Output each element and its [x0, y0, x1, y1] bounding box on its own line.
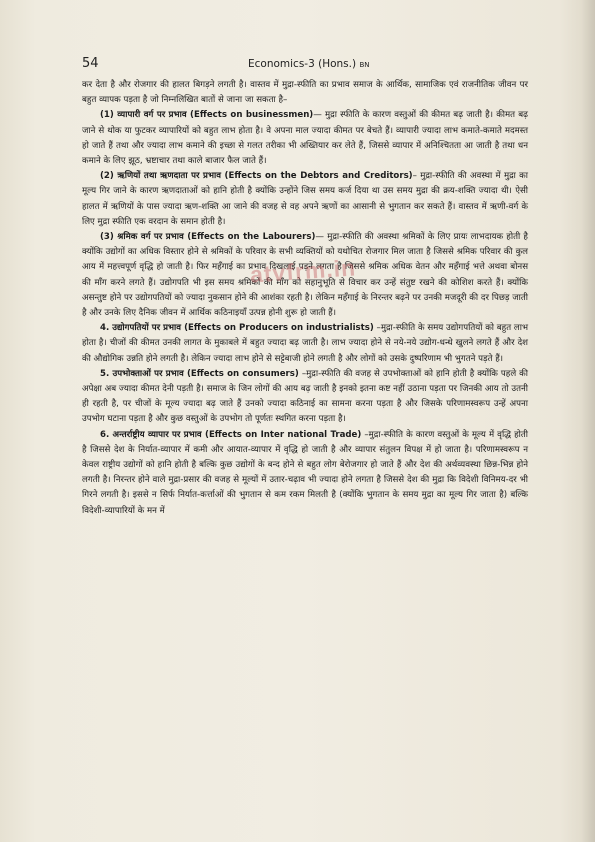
section-body: –मुद्रा-स्फीति की वजह से उपभोक्ताओं को हानि होती है क्योंकि पहले की अपेक्षा अब ज्यादा कीमत देनी पड़ती है। समाज के जिन लोगों की आय बढ़ जाती है इनको इतना कष्ट नहीं उठाना पड़ता पर जिनकी आय तो उतनी ही रहती है, पर चीजों के मूल्य ज्यादा बढ़ जाते हैं उनको ज्यादा कठिनाई का सामना करना पड़ता है और जिसके परिणामस्वरूप उन्हें अपना उपभोग घटाना पड़ता है और कुछ वस्तुओं के उपभोग तो पूर्णतः स्थगित करना पड़ता है।: [82, 368, 528, 425]
book-code: BN: [359, 61, 370, 69]
section-body: –मुद्रा-स्फीति के कारण वस्तुओं के मूल्य में वृद्धि होती है जिससे देश के निर्यात-व्यापार में कमी और आयात-व्यापार में वृद्धि हो जाती है और व्यापार संतुलन विपक्ष में हो जाता है। परिणामस्वरूप न केवल राष्ट्रीय उद्योगों को हानि होती है बल्कि कुछ उद्योगों के बन्द होने से बहुत लोग बेरोजगार हो जाते हैं और देश की अर्थव्यवस्था छिन्न-भिन्न होने लगती है। निरन्तर होने वाले मुद्रा-प्रसार की वजह से मूल्यों में उतार-चढ़ाव भी ज्यादा होने लगता है जिससे देश की मुद्रा कि विदेशी विनिमय-दर भी गिरने लगती है। इससे न सिर्फ निर्यात-कर्त्ताओं की भुगतान से कम रकम मिलती है (क्योंकि भुगतान के समय मुद्रा का मूल्य गिर जाता है) बल्कि विदेशी-व्यापारियों के मन में: [82, 429, 529, 516]
section-businessmen: [82, 108, 528, 169]
section-body: — मुद्रा स्फीति के कारण वस्तुओं की कीमत बढ़ जाती है। कीमत बढ़ जाने से थोक या फुटकर व्यापारियों को बहुत लाभ होता है। वे अपना माल ज्यादा कीमत पर बेचते हैं। व्यापारी ज्यादा लाभ कमाते-कमाते मदमस्त हो जाते हैं तथा और ज्यादा लाभ कमाने की इच्छा से गलत तरीका भी अख्तियार कर लेते हैं, जिससे व्यापार में अनिश्चितता आ जाती है तथा धन कमाने के लिए झूठ, भ्रष्टाचार तथा काले बाजार फैल जाते हैं।: [82, 110, 528, 167]
section-industrialists: [82, 321, 528, 367]
page-header: [0, 52, 595, 72]
section-consumers: [82, 367, 528, 428]
page-number: 54: [82, 56, 99, 71]
book-title-text: Economics-3 (Hons.): [248, 58, 357, 70]
section-heading: (1) व्यापारी वर्ग पर प्रभाव (Effects on businessmen): [100, 110, 314, 121]
section-body: — मुद्रा-स्फीति की अवस्था श्रमिकों के लिए प्रायः लाभदायक होती है क्योंकि उद्योगों का अधिक विस्तार होने से श्रमिकों के परिवार के सभी व्यक्तियों को यथोचित रोजगार मिल जाता है जिससे श्रमिक परिवार की कुल आय में महत्त्वपूर्ण वृद्धि हो जाती है। फिर महँगाई का प्रभाव दिखलाई पड़ने लगता है जिससे श्रमिक अधिक वेतन और महँगाई भत्ते अथवा बोनस की माँग करने लगते हैं। उद्योगपति भी इस समय श्रमिकों की माँग को सहानुभूति से विचार कर उन्हें संतुष्ट रखने की कोशिश करते हैं। क्योंकि असन्तुष्ट होने पर उद्योगपतियों को ज्यादा नुकसान होने की आशंका रहती है। लेकिन महँगाई के निरन्तर बढ़ने पर उनकी मजदूरी की दर पिछड़ जाती है और उनके लिए दैनिक जीवन में आर्थिक कठिनाइयाँ उत्पन्न होनी शुरू हो जाती हैं।: [82, 232, 529, 319]
book-title: [248, 58, 369, 70]
section-heading: 5. उपभोक्ताओं पर प्रभाव (Effects on consumers): [100, 368, 299, 379]
section-body: – मुद्रा-स्फीति की अवस्था में मुद्रा का मूल्य गिर जाने के कारण ऋणदाताओं को हानि होती है क्योंकि उन्होंने जिस समय कर्ज दिया था उस समय मुद्रा की क्रय-शक्ति ज्यादा थी। ऐसी हालत में ऋणियों के पास ज्यादा ऋण-शक्ति आ जाने की वजह से वह अपने ऋणों का आसानी से भुगतान कर सकते हैं। वास्तव में ऋणी-वर्ग के लिए मुद्रा स्फीति एक वरदान के समान होती है।: [82, 171, 528, 227]
page-body: [82, 78, 528, 519]
section-heading: (3) श्रमिक वर्ग पर प्रभाव (Effects on the Labourers): [100, 232, 316, 243]
section-international-trade: [82, 428, 528, 519]
section-body: –मुद्रा-स्फीति के समय उद्योगपतियों को बहुत लाभ होता है। चीजों की कीमत उनकी लागत के मुकाबले में बहुत ज्यादा बढ़ जाती है। लाभ ज्यादा होने से नये-नये उद्योग-धन्धे खुलने लगते हैं और देश की औद्योगिक उन्नति होने लगती है। लेकिन ज्यादा लाभ होने से सट्टेबाजी होने लगती है और लोगों को उसके दुष्परिणाम भी भुगतने पड़ते हैं।: [82, 323, 529, 364]
page-edge-shadow: [581, 0, 595, 842]
section-heading: (2) ऋणियों तथा ऋणदाता पर प्रभाव (Effects on the Debtors and Creditors): [100, 171, 413, 182]
watermark: atvfrm.in: [249, 254, 357, 288]
section-heading: 4. उद्योगपतियों पर प्रभाव (Effects on Producers on industrialists): [100, 323, 374, 334]
intro-paragraph: कर देता है और रोजगार की हालत बिगड़ने लगती है। वास्तव में मुद्रा-स्फीति का प्रभाव समाज के आर्थिक, सामाजिक एवं राजनीतिक जीवन पर बहुत व्यापक पड़ता है जो निम्नलिखित बातों से जाना जा सकता है–: [82, 80, 528, 106]
section-heading: 6. अन्तर्राष्ट्रीय व्यापार पर प्रभाव (Effects on Inter national Trade): [100, 429, 362, 440]
section-debtors-creditors: [82, 169, 528, 230]
